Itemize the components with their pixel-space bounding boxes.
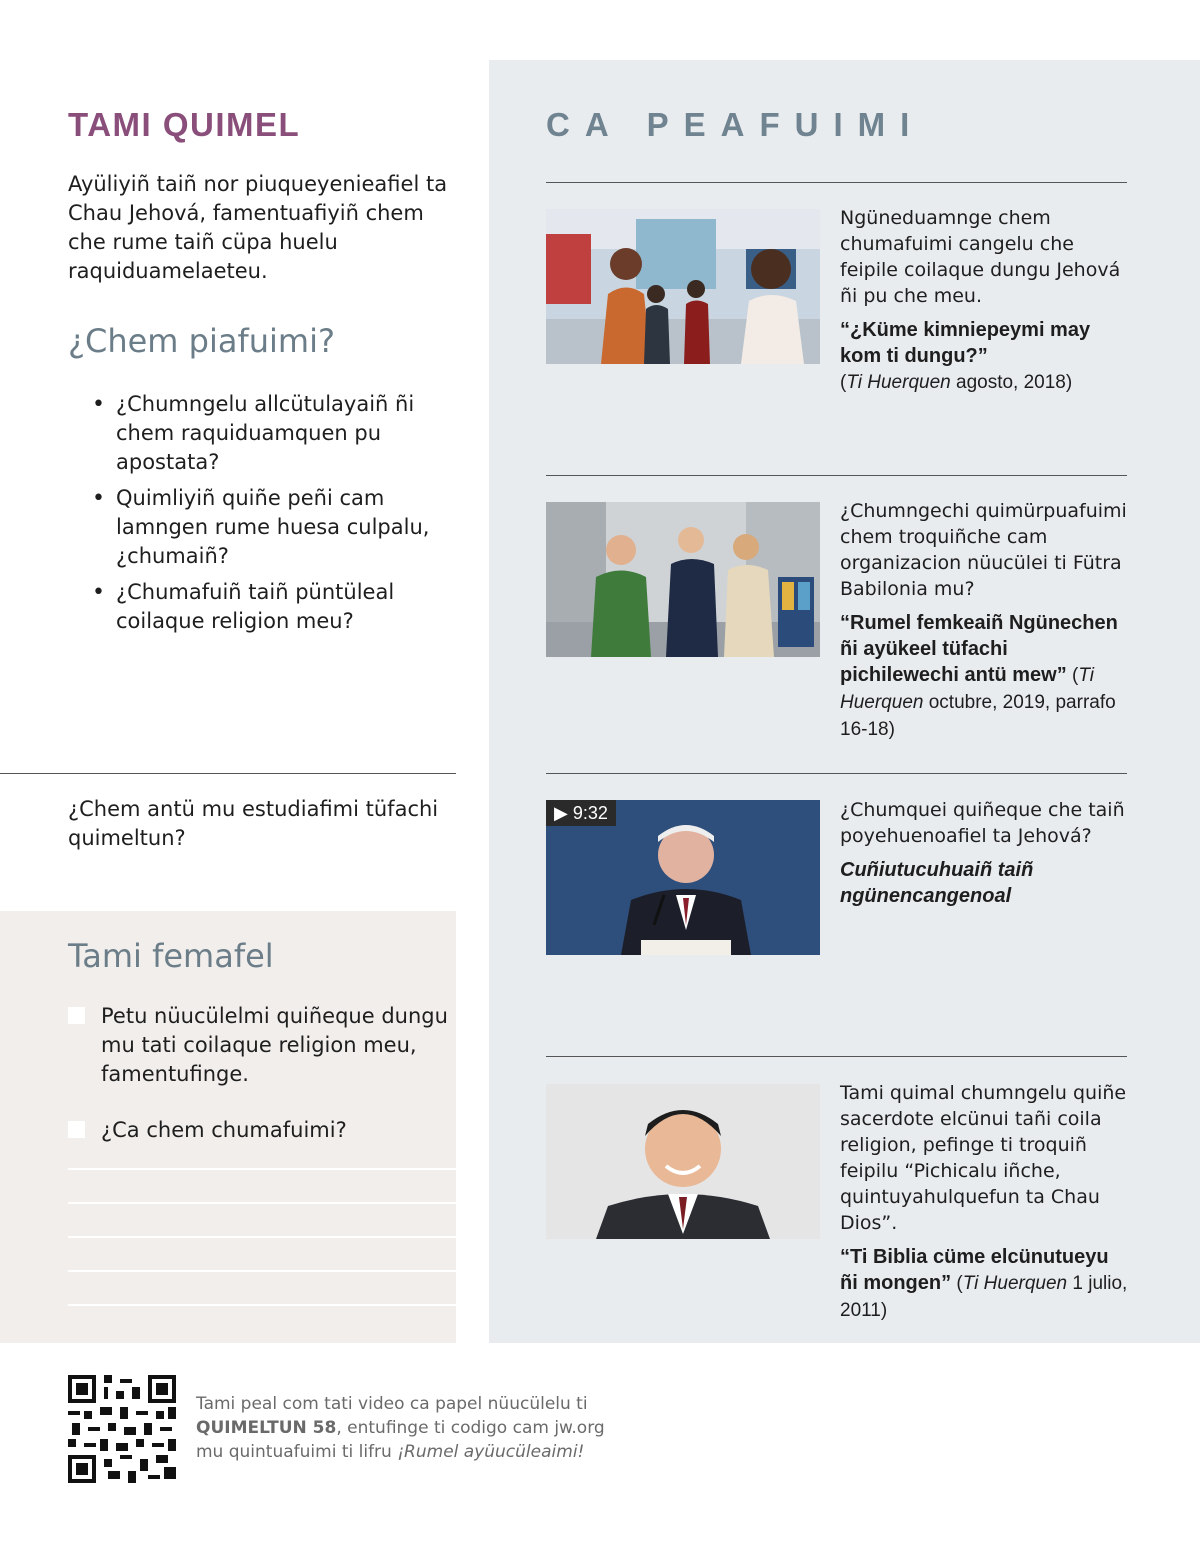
publication-name: Ti Huerquen — [846, 372, 951, 393]
entry-description: Tami quimal chumngelu quiñe sacerdote elcünui tañi coila religion, pefinge ti troquiñ feipilu “Pichicalu iñche, quintuyahulquefun ta Chau Dios”. — [840, 1082, 1127, 1234]
smiling-man-portrait-image[interactable] — [546, 1084, 820, 1239]
ref-open: ( — [1066, 665, 1079, 686]
publication-date: 1 julio, 2011) — [840, 1273, 1128, 1321]
practice-heading: Tami femafel — [68, 937, 274, 975]
article-link[interactable]: “Ti Biblia cüme elcünutueyu ñi mongen” — [840, 1246, 1109, 1294]
questions-list — [92, 390, 462, 643]
writing-line[interactable] — [68, 1304, 456, 1306]
footer-note — [196, 1392, 616, 1464]
speaker-at-podium-image[interactable] — [546, 800, 820, 955]
video-duration: 9:32 — [572, 803, 608, 823]
section-title-ca-peafuimi: CA PEAFUIMI — [546, 106, 925, 143]
checkbox[interactable] — [68, 1007, 85, 1024]
writing-line[interactable] — [68, 1236, 456, 1238]
people-in-city-with-screens-image[interactable] — [546, 209, 820, 364]
qr-code-icon[interactable] — [68, 1375, 176, 1483]
article-link[interactable]: “¿Küme kimniepeymi may kom ti dungu?” — [840, 319, 1091, 367]
study-date-question: ¿Chem antü mu estudiafimi tüfachi quimeltun? — [68, 797, 439, 850]
ref-open: ( — [840, 372, 847, 393]
footer-text-part: Tami peal com tati video ca papel nüucülelu ti — [196, 1394, 588, 1414]
divider — [546, 475, 1127, 476]
entry-description: ¿Chumquei quiñeque che taiñ poyehuenoafiel ta Jehová? — [840, 799, 1125, 847]
related-entry — [840, 1080, 1130, 1324]
publication-date: octubre, 2019, parrafo 16-18) — [840, 692, 1116, 740]
entry-description: ¿Chumngechi quimürpuafuimi chem troquiñche cam organizacion nüucülei ti Fütra Babilonia mu? — [840, 500, 1127, 600]
related-entry — [840, 498, 1130, 743]
writing-line[interactable] — [68, 1168, 456, 1170]
practice-item-text: ¿Ca chem chumafuimi? — [101, 1118, 347, 1142]
practice-item — [68, 1002, 448, 1089]
related-entry — [840, 797, 1130, 909]
footer-lesson-number: QUIMELTUN 58 — [196, 1418, 337, 1438]
public-witnessing-cart-image[interactable] — [546, 502, 820, 657]
related-entry — [840, 205, 1130, 396]
footer-text-part: , entufinge ti codigo cam jw.org mu quintuafuimi ti lifru — [196, 1418, 605, 1462]
writing-line[interactable] — [68, 1202, 456, 1204]
article-link[interactable]: “Rumel femkeaiñ Ngünechen ñi ayükeel tüfachi pichilewechi antü mew” — [840, 612, 1118, 686]
play-icon: ▶ — [554, 803, 568, 823]
questions-heading: ¿Chem piafuimi? — [68, 322, 335, 360]
practice-item — [68, 1116, 448, 1145]
intro-paragraph: Ayüliyiñ taiñ nor piuqueyenieafiel ta Chau Jehová, famentuafiyiñ chem che rume taiñ cüpa huelu raquiduamelaeteu. — [68, 172, 448, 283]
publication-name: Ti Huerquen — [962, 1273, 1068, 1294]
publication-date: agosto, 2018) — [950, 372, 1073, 393]
video-duration-badge — [546, 800, 616, 826]
divider — [0, 773, 456, 774]
divider — [546, 773, 1127, 774]
question-item: • ¿Chumafuiñ taiñ püntüleal coilaque religion meu? — [92, 578, 462, 636]
writing-line[interactable] — [68, 1270, 456, 1272]
footer-book-title: ¡Rumel ayüucüleaimi! — [397, 1442, 585, 1462]
publication-name: Ti Huerquen — [840, 665, 1094, 713]
video-link[interactable]: Cuñiutucuhuaiñ taiñ ngünencangenoal — [840, 859, 1034, 907]
practice-item-text: Petu nüucülelmi quiñeque dungu mu tati coilaque religion meu, famentufinge. — [101, 1004, 448, 1086]
question-item: • ¿Chumngelu allcütulayaiñ ñi chem raquiduamquen pu apostata? — [92, 390, 462, 477]
question-item: • Quimliyiñ quiñe peñi cam lamngen rume huesa culpalu, ¿chumaiñ? — [92, 484, 462, 571]
ref-open: ( — [951, 1273, 963, 1294]
divider — [546, 1056, 1127, 1057]
entry-description: Ngüneduamnge chem chumafuimi cangelu che feipile coilaque dungu Jehová ñi pu che meu. — [840, 207, 1121, 307]
divider — [546, 182, 1127, 183]
section-title-tami-quimel: TAMI QUIMEL — [68, 106, 301, 143]
checkbox[interactable] — [68, 1121, 85, 1138]
